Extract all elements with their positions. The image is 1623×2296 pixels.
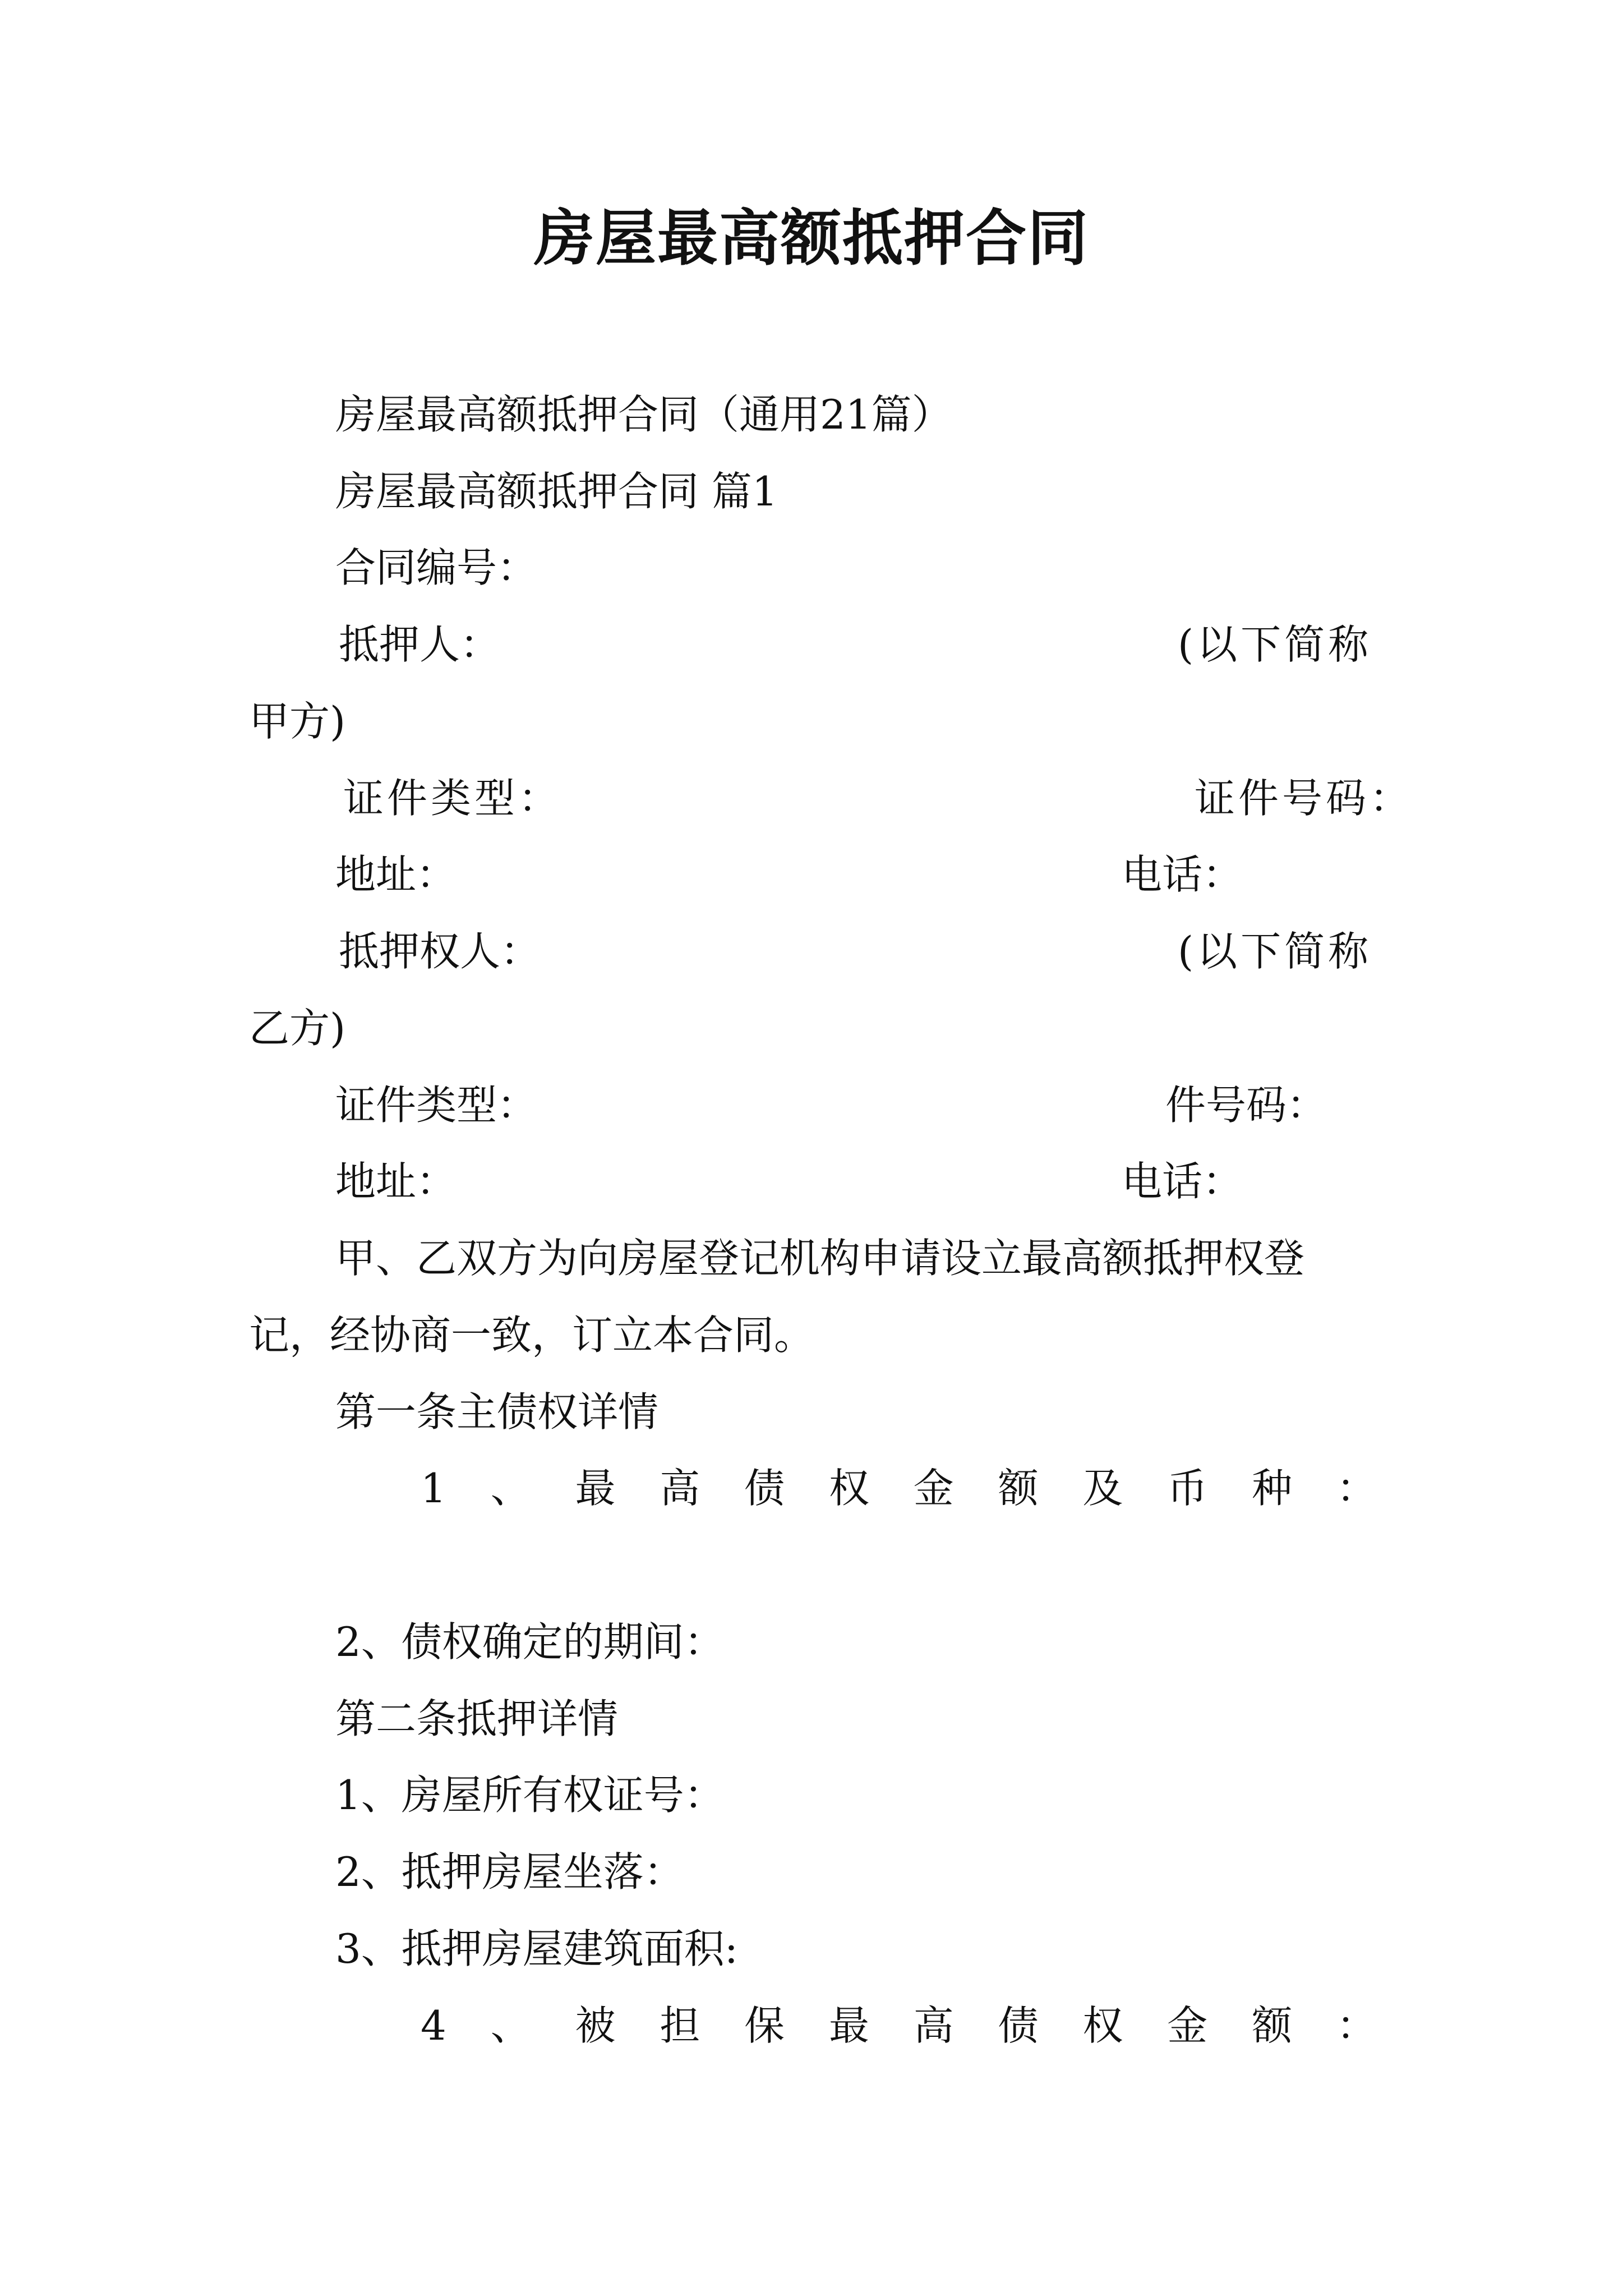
chapter-heading: 房屋最高额抵押合同 篇1 bbox=[335, 468, 778, 515]
mortgagee-alias-tail: 乙方) bbox=[249, 1005, 346, 1052]
intro-line-1: 甲、乙双方为向房屋登记机构申请设立最高额抵押权登 bbox=[335, 1235, 1305, 1282]
mortgagor-id-type-label: 证件类型： bbox=[343, 775, 562, 822]
char: 最 bbox=[575, 1465, 616, 1512]
char: 1 bbox=[421, 1465, 446, 1512]
article-2-item-3: 3、抵押房屋建筑面积: bbox=[335, 1925, 739, 1972]
intro-line-2: 记，经协商一致，订立本合同。 bbox=[249, 1312, 815, 1359]
mortgagor-label: 抵押人： bbox=[339, 621, 501, 668]
mortgagor-id-number-label: 证件号码： bbox=[1195, 775, 1414, 822]
mortgagee-label: 抵押权人： bbox=[339, 928, 541, 975]
char: 权 bbox=[1082, 2002, 1123, 2049]
mortgagee-id-type-label: 证件类型： bbox=[335, 1082, 538, 1129]
article-1-heading: 第一条主债权详情 bbox=[335, 1388, 659, 1435]
char: 、 bbox=[490, 2002, 531, 2049]
article-2-item-2: 2、抵押房屋坐落： bbox=[335, 1848, 684, 1895]
article-1-item-1 bbox=[421, 1460, 1377, 1516]
char: ： bbox=[1336, 1465, 1377, 1512]
char: 最 bbox=[828, 2002, 869, 2049]
mortgagor-address-label: 地址： bbox=[335, 851, 457, 898]
char: 保 bbox=[744, 2002, 785, 2049]
char: 债 bbox=[998, 2002, 1039, 2049]
mortgagor-phone-label: 电话： bbox=[1122, 851, 1243, 898]
subtitle: 房屋最高额抵押合同（通用21篇） bbox=[335, 391, 952, 438]
mortgagor-alias-head: (以下简称 bbox=[1178, 621, 1372, 668]
article-1-item-2: 2、债权确定的期间： bbox=[335, 1618, 725, 1665]
mortgagor-alias-tail: 甲方) bbox=[249, 698, 346, 745]
article-2-item-4 bbox=[421, 1998, 1377, 2054]
article-2-heading: 第二条抵押详情 bbox=[335, 1695, 619, 1742]
char: 4 bbox=[421, 2002, 446, 2049]
char: 债 bbox=[744, 1465, 785, 1512]
char: ： bbox=[1336, 2002, 1377, 2049]
char: 担 bbox=[660, 2002, 700, 2049]
char: 种 bbox=[1252, 1465, 1293, 1512]
char: 、 bbox=[490, 1465, 531, 1512]
contract-number-label: 合同编号： bbox=[335, 544, 538, 591]
mortgagee-id-number-label: 件号码： bbox=[1165, 1082, 1327, 1129]
char: 币 bbox=[1167, 1465, 1208, 1512]
char: 高 bbox=[660, 1465, 700, 1512]
char: 金 bbox=[913, 1465, 954, 1512]
char: 额 bbox=[1252, 2002, 1293, 2049]
char: 被 bbox=[575, 2002, 616, 2049]
mortgagee-alias-head: (以下简称 bbox=[1178, 928, 1372, 975]
article-2-item-1: 1、房屋所有权证号： bbox=[335, 1772, 725, 1819]
char: 权 bbox=[828, 1465, 869, 1512]
document-title: 房屋最高额抵押合同 bbox=[533, 203, 1089, 274]
char: 高 bbox=[913, 2002, 954, 2049]
char: 金 bbox=[1167, 2002, 1208, 2049]
mortgagee-phone-label: 电话： bbox=[1122, 1158, 1243, 1205]
mortgagee-address-label: 地址： bbox=[335, 1158, 457, 1205]
char: 及 bbox=[1082, 1465, 1123, 1512]
char: 额 bbox=[998, 1465, 1039, 1512]
